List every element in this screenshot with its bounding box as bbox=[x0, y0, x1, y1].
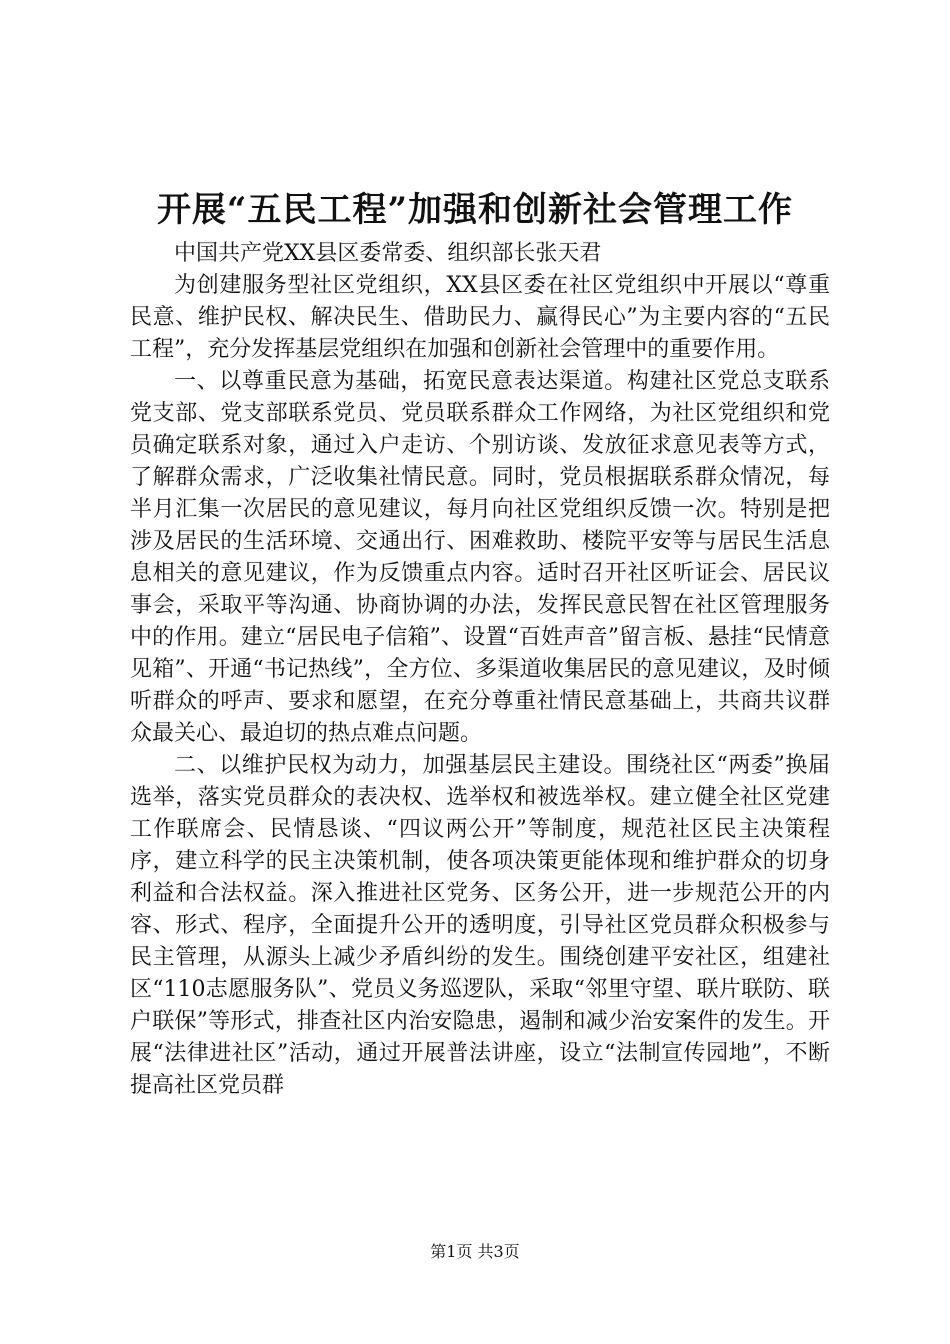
paragraph-section-1: 一、以尊重民意为基础，拓宽民意表达渠道。构建社区党总支联系党支部、党支部联系党员、党员联系群众工作网络，为社区党组织和党员确定联系对象，通过入户走访、个别访谈、发放征求意见表等方式，了解群众需求，广泛收集社情民意。同时，党员根据联系群众情况，每半月汇集一次居民的意见建议，每月向社区党组织反馈一次。特别是把涉及居民的生活环境、交通出行、困难救助、楼院平安等与居民生活息息相关的意见建议，作为反馈重点内容。适时召开社区听证会、居民议事会，采取平等沟通、协商协调的办法，发挥民意民智在社区管理服务中的作用。建立“居民电子信箱”、设置“百姓声音”留言板、悬挂“民情意见箱”、开通“书记热线”，全方位、多渠道收集居民的意见建议，及时倾听群众的呼声、要求和愿望，在充分尊重社情民意基础上，共商共议群众最关心、最迫切的热点难点问题。 bbox=[130, 369, 830, 746]
paragraph-section-2: 二、以维护民权为动力，加强基层民主建设。围绕社区“两委”换届选举，落实党员群众的表决权、选举权和被选举权。建立健全社区党建工作联席会、民情恳谈、“四议两公开”等制度，规范社区民主决策程序，建立科学的民主决策机制，使各项决策更能体现和维护群众的切身利益和合法权益。深入推进社区党务、区务公开，进一步规范公开的内容、形式、程序，全面提升公开的透明度，引导社区党员群众积极参与民主管理，从源头上减少矛盾纠纷的发生。围绕创建平安社区，组建社区“110志愿服务队”、党员义务巡逻队，采取“邻里守望、联片联防、联户联保”等形式，排查社区内治安隐患，遏制和减少治安案件的发生。开展“法律进社区”活动，通过开展普法讲座，设立“法制宣传园地”，不断提高社区党员群 bbox=[130, 753, 830, 1098]
paragraph-intro: 为创建服务型社区党组织，XX县区委在社区党组织中开展以“尊重民意、维护民权、解决民生、借助民力、赢得民心”为主要内容的“五民工程”，充分发挥基层党组织在加强和创新社会管理中的重要作用。 bbox=[130, 273, 830, 362]
author-line: 中国共产党XX县区委常委、组织部长张天君 bbox=[174, 241, 602, 266]
page-number-footer: 第1页 共3页 bbox=[430, 1242, 520, 1261]
document-title: 开展“五民工程”加强和创新社会管理工作 bbox=[156, 190, 794, 230]
document-body bbox=[130, 238, 830, 1102]
